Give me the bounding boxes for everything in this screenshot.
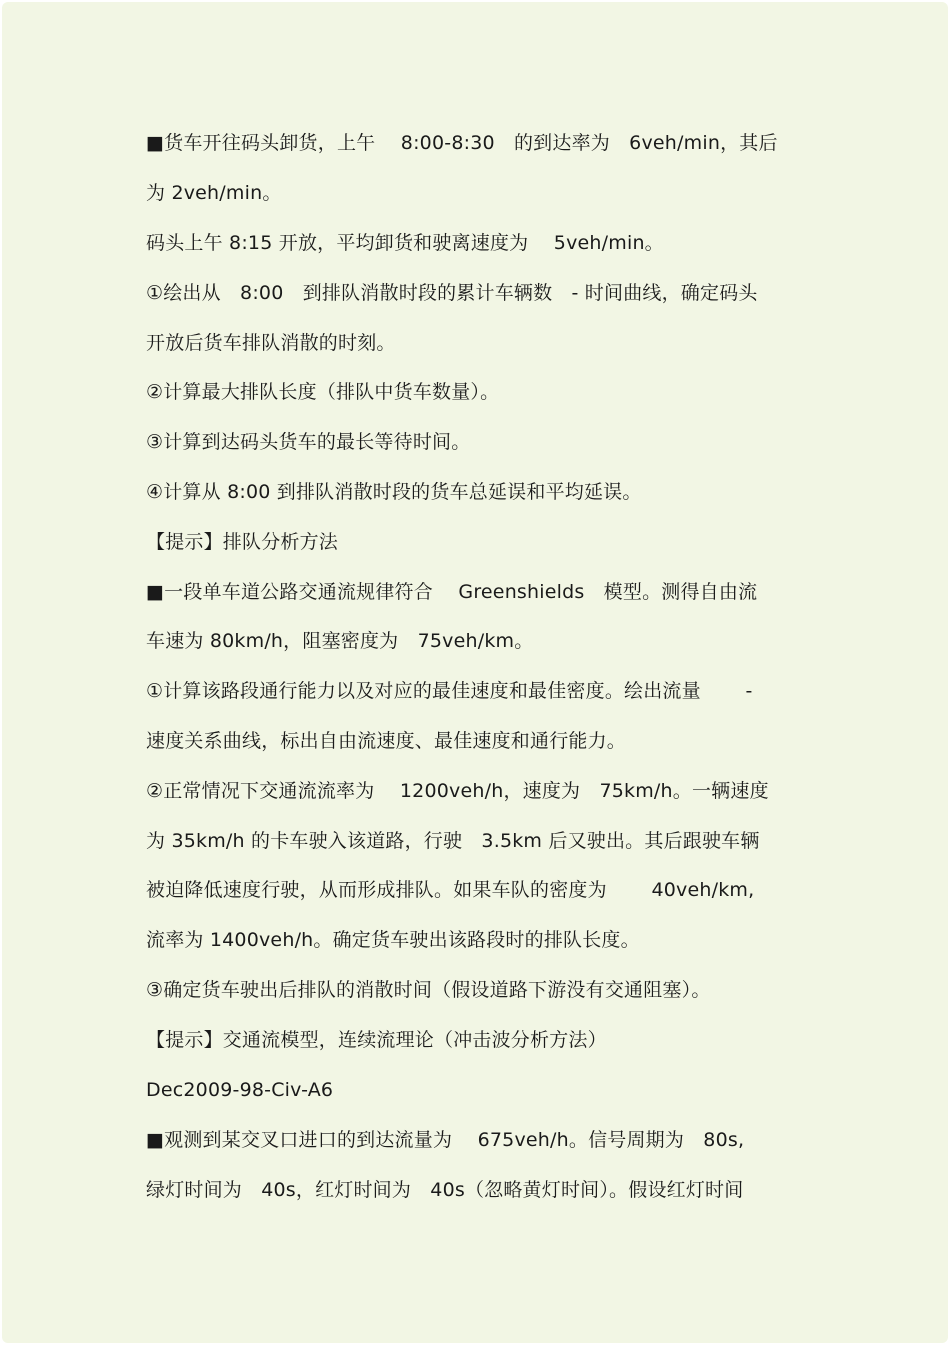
text-line: 速度关系曲线，标出自由流速度、最佳速度和通行能力。 xyxy=(146,730,627,752)
text-line: 为 2veh/min。 xyxy=(146,182,282,204)
text-line: ①计算该路段通行能力以及对应的最佳速度和最佳密度。绘出流量 - xyxy=(146,680,753,702)
text-line: 被迫降低速度行驶，从而形成排队。如果车队的密度为 40veh/km, xyxy=(146,879,755,901)
text-line: 绿灯时间为 40s，红灯时间为 40s（忽略黄灯时间）。假设红灯时间 xyxy=(146,1179,744,1201)
text-line: ④计算从 8:00 到排队消散时段的货车总延误和平均延误。 xyxy=(146,481,642,503)
text-line: ■观测到某交叉口进口的到达流量为 675veh/h。信号周期为 80s, xyxy=(146,1129,745,1151)
text-line: 车速为 80km/h，阻塞密度为 75veh/km。 xyxy=(146,630,534,652)
text-line: 为 35km/h 的卡车驶入该道路，行驶 3.5km 后又驶出。其后跟驶车辆 xyxy=(146,830,760,852)
text-line: ②正常情况下交通流流率为 1200veh/h，速度为 75km/h。一辆速度 xyxy=(146,780,769,802)
text-line: 【提示】排队分析方法 xyxy=(146,531,339,553)
text-line: 【提示】交通流模型，连续流理论（冲击波分析方法） xyxy=(146,1029,607,1051)
text-line: ③计算到达码头货车的最长等待时间。 xyxy=(146,431,471,453)
text-line: ■一段单车道公路交通流规律符合 Greenshields 模型。测得自由流 xyxy=(146,581,758,603)
text-line: 流率为 1400veh/h。确定货车驶出该路段时的排队长度。 xyxy=(146,929,640,951)
text-line: ②计算最大排队长度（排队中货车数量）。 xyxy=(146,381,500,403)
text-line: 开放后货车排队消散的时刻。 xyxy=(146,332,396,354)
text-line: ③确定货车驶出后排队的消散时间（假设道路下游没有交通阻塞）。 xyxy=(146,979,711,1001)
text-line: ①绘出从 8:00 到排队消散时段的累计车辆数 - 时间曲线，确定码头 xyxy=(146,282,758,304)
text-line: ■货车开往码头卸货，上午 8:00-8:30 的到达率为 6veh/min，其后 xyxy=(146,132,778,154)
text-line: Dec2009-98-Civ-A6 xyxy=(146,1079,334,1101)
document-page xyxy=(2,2,948,1343)
text-line: 码头上午 8:15 开放，平均卸货和驶离速度为 5veh/min。 xyxy=(146,232,664,254)
